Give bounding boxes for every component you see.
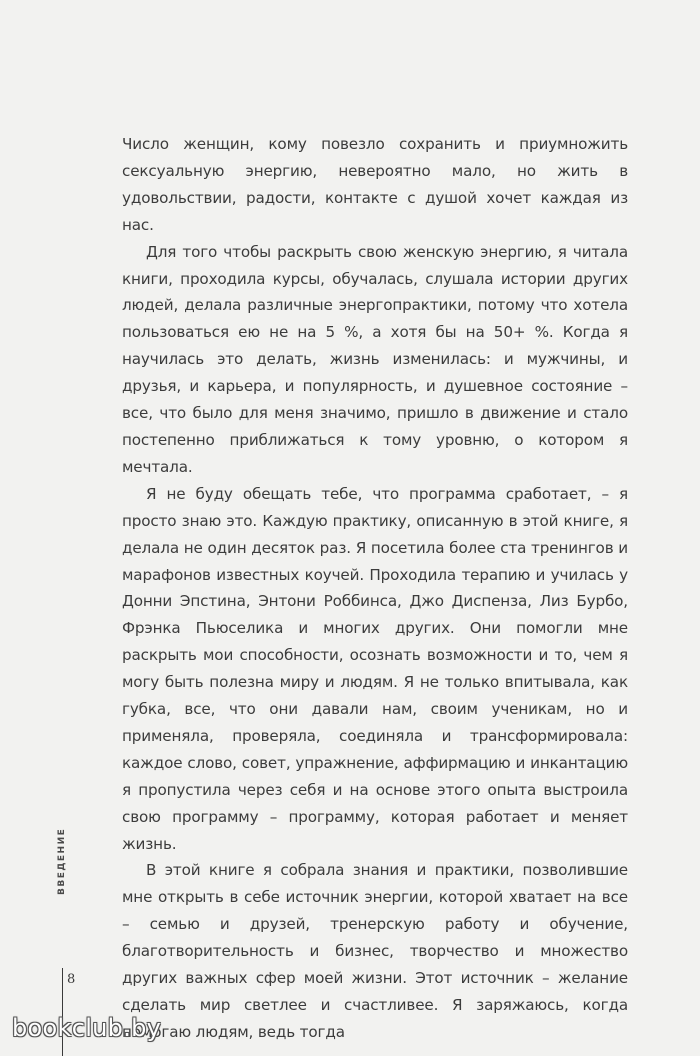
margin-rule	[62, 968, 63, 1056]
body-text	[122, 131, 628, 1046]
paragraph-2: Для того чтобы раскрыть свою женскую энергию, я читала книги, проходила курсы, обучалась, слушала истории других людей, делала различные энергопрактики, потому что хотела пользоваться ею не на 5 %, а хотя бы на 50+ %. Когда я научилась это делать, жизнь изменилась: и мужчины, и друзья, и карьера, и популярность, и душевное состояние – все, что было для меня значимо, пришло в движение и стало постепенно приближаться к тому уровню, о котором я мечтала.	[122, 242, 628, 476]
watermark: bookclub.by	[12, 1014, 162, 1042]
page-number: 8	[67, 972, 76, 987]
paragraph-1: Число женщин, кому повезло сохранить и приумножить сексуальную энергию, невероятно мало, но жить в удовольствии, радости, контакте с душой хочет каждая из нас.	[122, 135, 628, 234]
paragraph-4: В этой книге я собрала знания и практики, позволившие мне открыть в себе источник энергии, которой хватает на все – семью и друзей, тренерскую работу и обучение, благотворительность и бизнес, творчество и множество других важных сфер моей жизни. Этот источник – желание сделать мир светлее и счастливее. Я заряжаюсь, когда помогаю людям, ведь тогда	[122, 861, 628, 1041]
section-label: ВВЕДЕНИЕ	[57, 827, 67, 895]
paragraph-3: Я не буду обещать тебе, что программа сработает, – я просто знаю это. Каждую практику, описанную в этой книге, я делала не один десяток раз. Я посетила более ста тренингов и марафонов известных коучей. Проходила терапию и училась у Донни Эпстина, Энтони Роббинса, Джо Диспенза, Лиз Бурбо, Фрэнка Пьюселика и многих других. Они помогли мне раскрыть мои способности, осознать возможности и то, чем я могу быть полезна миру и людям. Я не только впитывала, как губка, все, что они давали нам, своим ученикам, но и применяла, проверяла, соединяла и трансформировала: каждое слово, совет, упражнение, аффирмацию и инкантацию я пропустила через себя и на основе этого опыта выстроила свою программу – программу, которая работает и меняет жизнь.	[122, 484, 628, 853]
